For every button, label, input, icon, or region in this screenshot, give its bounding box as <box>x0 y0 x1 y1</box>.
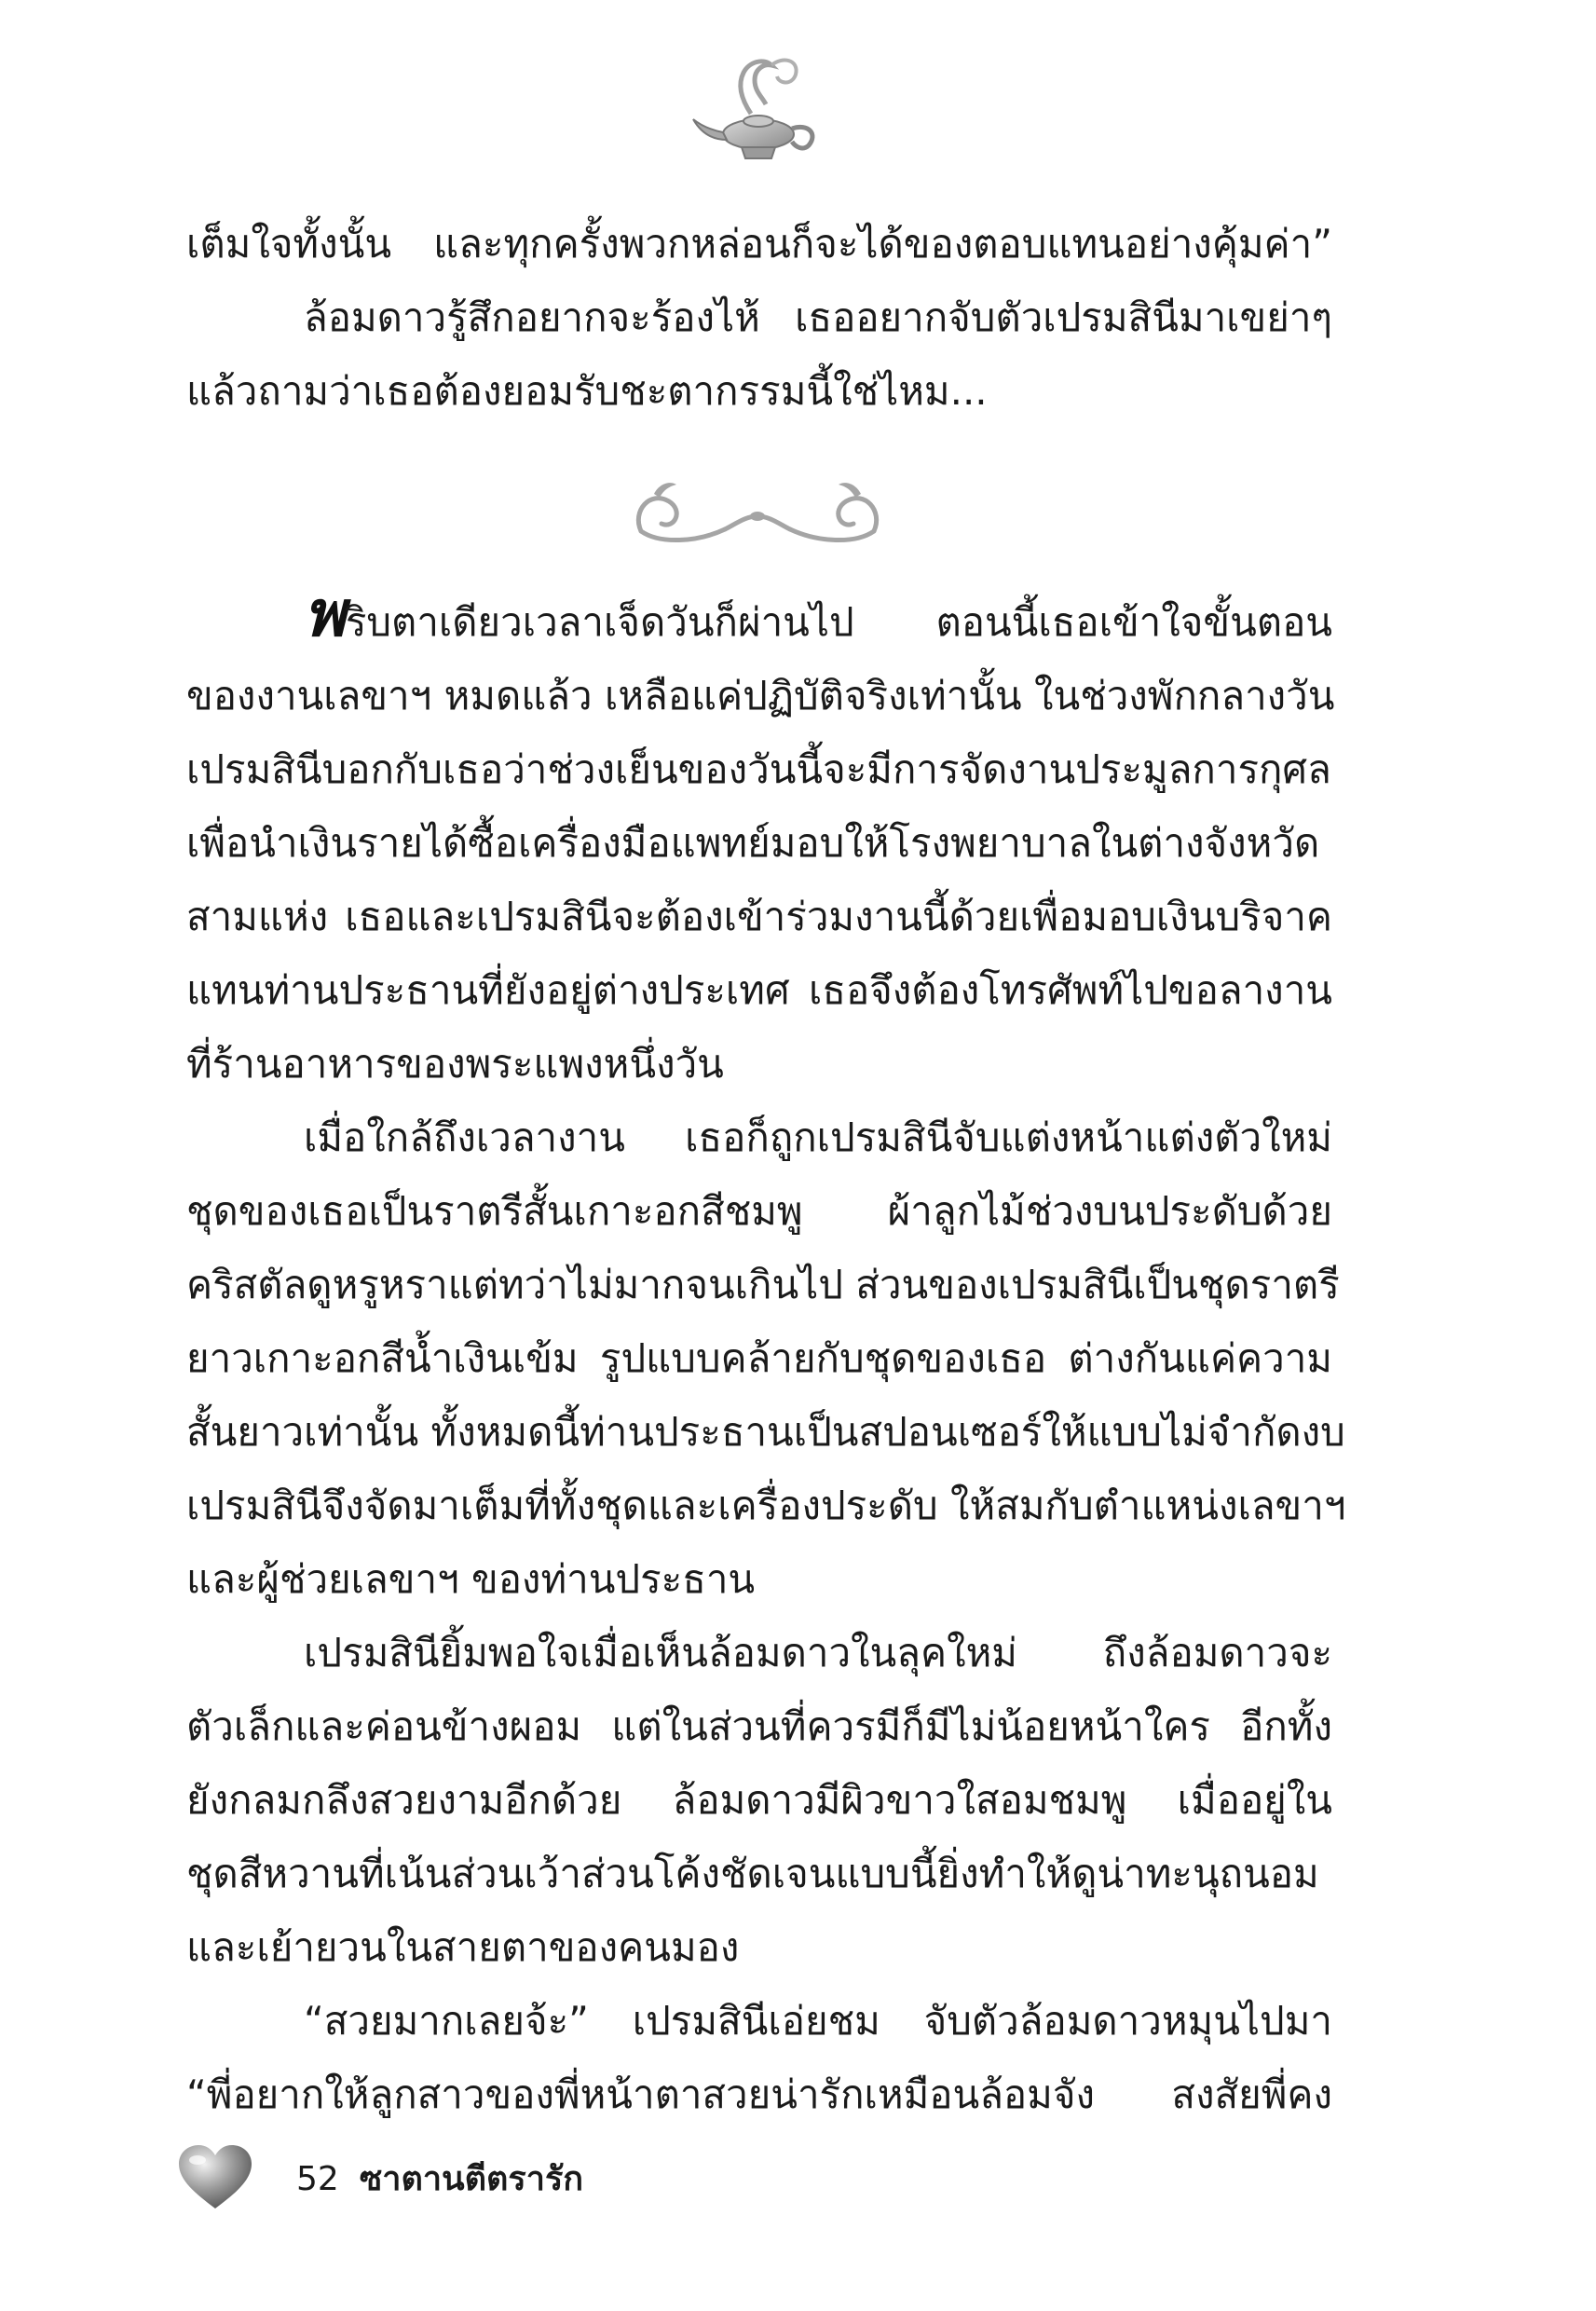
paragraph-line-first-rest: ริบตาเดียวเวลาเจ็ดวันก็ผ่านไป ตอนนี้เธอเข้าใจขั้นตอน <box>345 599 1332 645</box>
paragraph-line: เต็มใจทั้งนั้น และทุกครั้งพวกหล่อนก็จะได้ของตอบแทนอย่างคุ้มค่า” <box>186 221 1332 267</box>
heart-icon <box>177 2143 253 2212</box>
paragraph-line: ชุดสีหวานที่เน้นส่วนเว้าส่วนโค้งชัดเจนแบบนี้ยิ่งทำให้ดูน่าทะนุถนอม <box>186 1851 1319 1896</box>
page-number: 52 <box>296 2160 339 2198</box>
paragraph-line: เมื่อใกล้ถึงเวลางาน เธอก็ถูกเปรมสินีจับแต่งหน้าแต่งตัวใหม่ <box>304 1114 1332 1160</box>
paragraph-line: ยังกลมกลึงสวยงามอีกด้วย ล้อมดาวมีผิวขาวใสอมชมพู เมื่ออยู่ใน <box>186 1777 1332 1823</box>
paragraph-line: ชุดของเธอเป็นราตรีสั้นเกาะอกสีชมพู ผ้าลูกไม้ช่วงบนประดับด้วย <box>186 1188 1332 1234</box>
paragraph-line: เพื่อนำเงินรายได้ซื้อเครื่องมือแพทย์มอบให้โรงพยาบาลในต่างจังหวัด <box>186 820 1320 866</box>
page-footer <box>177 2143 829 2218</box>
paragraph-line-first <box>186 577 1332 659</box>
drop-cap: พ <box>304 577 346 651</box>
paragraph-line: ล้อมดาวรู้สึกอยากจะร้องไห้ เธออยากจับตัวเปรมสินีมาเขย่าๆ <box>304 294 1332 340</box>
paragraph-line: แทนท่านประธานที่ยังอยู่ต่างประเทศ เธอจึงต้องโทรศัพท์ไปขอลางาน <box>186 967 1332 1013</box>
paragraph-line: เปรมสินียิ้มพอใจเมื่อเห็นล้อมดาวในลุคใหม่ ถึงล้อมดาวจะ <box>304 1630 1332 1675</box>
paragraph-line: เปรมสินีจึงจัดมาเต็มที่ทั้งชุดและเครื่องประดับ ให้สมกับตำแหน่งเลขาฯ <box>186 1483 1346 1528</box>
genie-lamp-icon <box>686 48 825 170</box>
paragraph-line: “สวยมากเลยจ้ะ” เปรมสินีเอ่ยชม จับตัวล้อมดาวหมุนไปมา <box>304 1998 1332 2044</box>
book-title: ซาตานตีตรารัก <box>359 2160 584 2198</box>
scroll-flourish-divider-icon <box>622 473 893 557</box>
paragraph-line: ยาวเกาะอกสีน้ำเงินเข้ม รูปแบบคล้ายกับชุดของเธอ ต่างกันแค่ความ <box>186 1335 1332 1381</box>
text-block-2 <box>186 577 1346 2131</box>
paragraph-line: และผู้ช่วยเลขาฯ ของท่านประธาน <box>186 1556 756 1602</box>
paragraph-line: สามแห่ง เธอและเปรมสินีจะต้องเข้าร่วมงานนี้ด้วยเพื่อมอบเงินบริจาค <box>186 894 1332 939</box>
paragraph-line: เปรมสินีบอกกับเธอว่าช่วงเย็นของวันนี้จะมีการจัดงานประมูลการกุศล <box>186 746 1331 792</box>
paragraph-line: ที่ร้านอาหารของพระแพงหนึ่งวัน <box>186 1041 724 1087</box>
paragraph-line: ตัวเล็กและค่อนข้างผอม แต่ในส่วนที่ควรมีก็มีไม่น้อยหน้าใคร อีกทั้ง <box>186 1703 1332 1749</box>
paragraph-line: คริสตัลดูหรูหราแต่ทว่าไม่มากจนเกินไป ส่วนของเปรมสินีเป็นชุดราตรี <box>186 1262 1340 1307</box>
text-block-1 <box>186 207 1332 428</box>
paragraph-line: ของงานเลขาฯ หมดแล้ว เหลือแค่ปฏิบัติจริงเท่านั้น ในช่วงพักกลางวัน <box>186 673 1335 718</box>
footer-text <box>296 2156 583 2203</box>
paragraph-line: แล้วถามว่าเธอต้องยอมรับชะตากรรมนี้ใช่ไหม... <box>186 368 988 414</box>
paragraph-line: “พี่อยากให้ลูกสาวของพี่หน้าตาสวยน่ารักเหมือนล้อมจัง สงสัยพี่คง <box>186 2072 1332 2117</box>
paragraph-line: สั้นยาวเท่านั้น ทั้งหมดนี้ท่านประธานเป็นสปอนเซอร์ให้แบบไม่จำกัดงบ <box>186 1409 1345 1455</box>
paragraph-line: และเย้ายวนในสายตาของคนมอง <box>186 1924 740 1970</box>
